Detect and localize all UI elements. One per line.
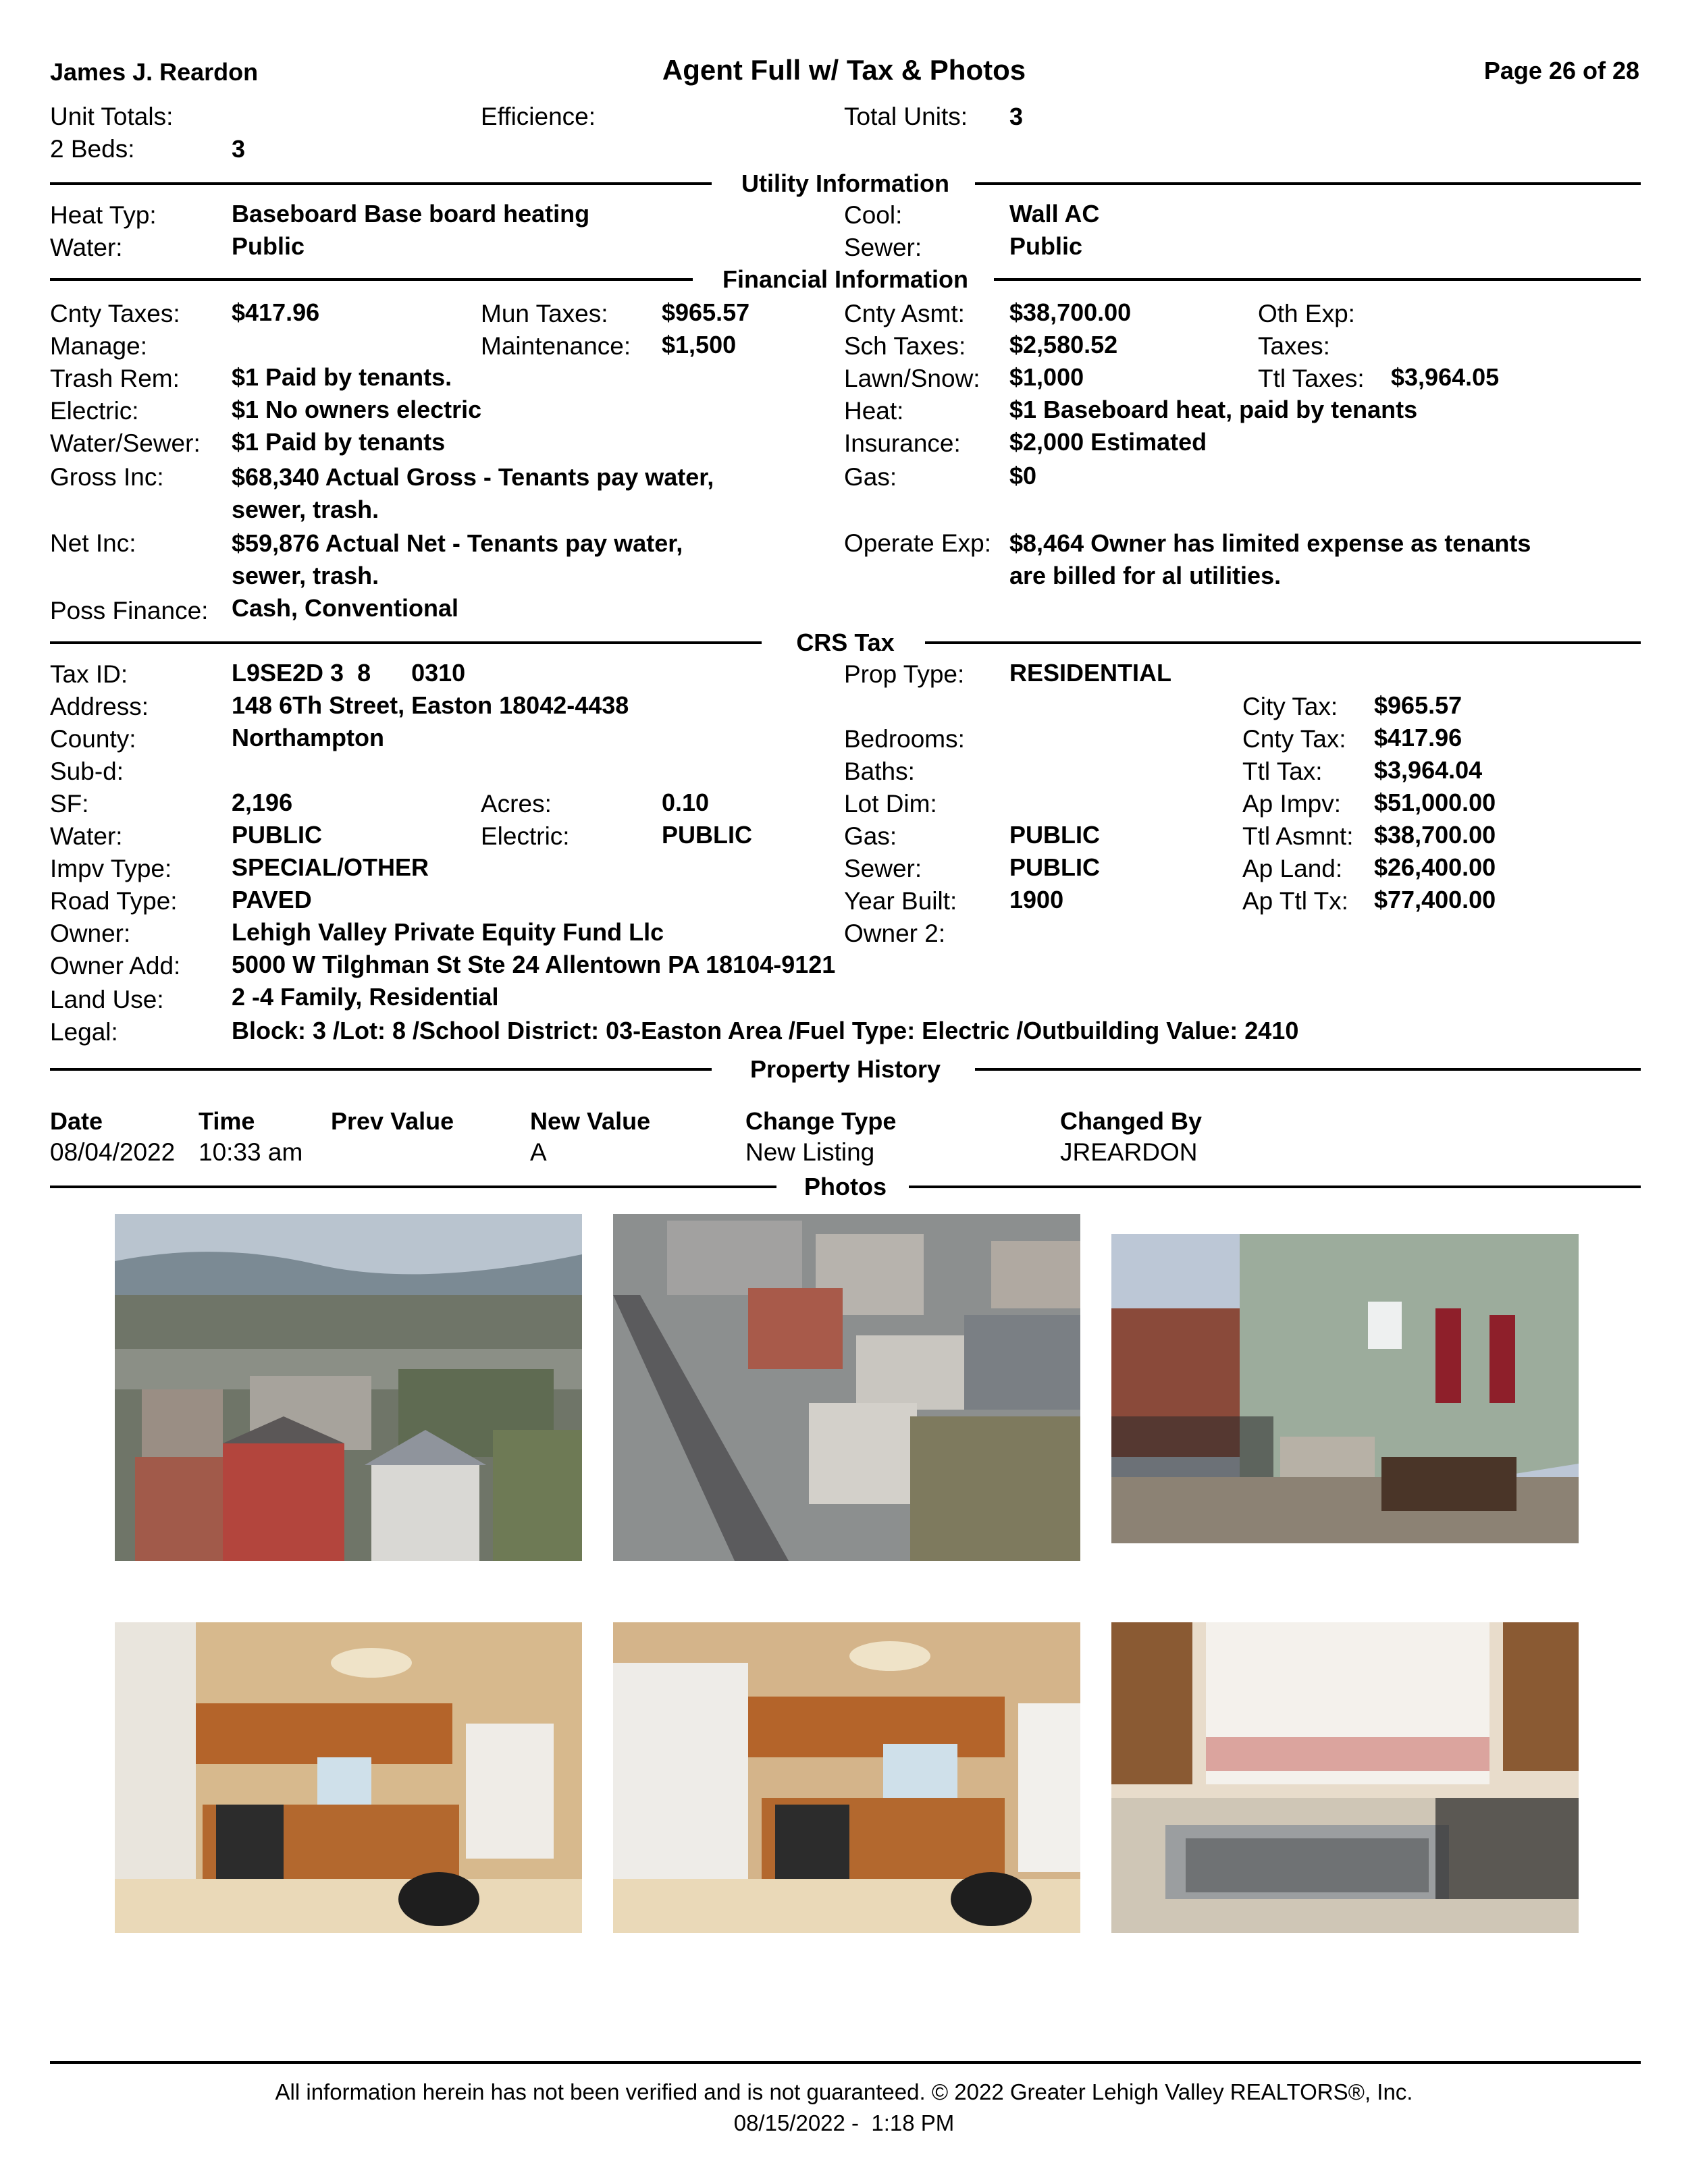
manage-label: Manage:	[50, 332, 147, 360]
ttl-tax-label: Ttl Tax:	[1242, 757, 1323, 785]
ttl-tax-value: $3,964.04	[1374, 756, 1483, 784]
ttl-asmt-label: Ttl Asmnt:	[1242, 822, 1354, 850]
kitchen-photo-2[interactable]	[613, 1622, 1080, 1933]
ap-impv-label: Ap Impv:	[1242, 790, 1341, 818]
acres-label: Acres:	[481, 790, 552, 818]
page-number: Page 26 of 28	[1483, 57, 1639, 84]
lawn-label: Lawn/Snow:	[844, 365, 980, 392]
history-col-new-value: New Value	[530, 1107, 651, 1135]
history-col-prev-value: Prev Value	[331, 1107, 454, 1135]
land-use-value: 2 -4 Family, Residential	[232, 983, 499, 1011]
cnty-taxes-value: $417.96	[232, 298, 320, 326]
history-col-date: Date	[50, 1107, 103, 1135]
crs-sewer-label: Sewer:	[844, 855, 922, 882]
trash-label: Trash Rem:	[50, 365, 180, 392]
water-label: Water:	[50, 234, 123, 261]
utility-section-header	[50, 169, 1641, 198]
mun-taxes-label: Mun Taxes:	[481, 300, 608, 327]
address-label: Address:	[50, 693, 149, 720]
road-type-label: Road Type:	[50, 887, 178, 915]
sch-taxes-label: Sch Taxes:	[844, 332, 966, 360]
owner-value: Lehigh Valley Private Equity Fund Llc	[232, 918, 664, 946]
footer-timestamp: 08/15/2022 - 1:18 PM	[733, 2110, 955, 2135]
acres-value: 0.10	[662, 789, 710, 816]
county-value: Northampton	[232, 724, 384, 751]
aerial-town-photo[interactable]	[115, 1214, 582, 1561]
owner2-label: Owner 2:	[844, 920, 946, 947]
county-label: County:	[50, 725, 136, 753]
history-section-title: Property History	[749, 1055, 941, 1083]
cnty-asmt-label: Cnty Asmt:	[844, 300, 965, 327]
crs-water-label: Water:	[50, 822, 123, 850]
fin-heat-value: $1 Baseboard heat, paid by tenants	[1009, 396, 1418, 423]
bedrooms-label: Bedrooms:	[844, 725, 965, 753]
history-new-value-cell: A	[530, 1138, 547, 1166]
water-sewer-label: Water/Sewer:	[50, 429, 201, 457]
year-built-value: 1900	[1009, 886, 1064, 913]
ap-impv-value: $51,000.00	[1374, 789, 1496, 816]
operate-exp-label: Operate Exp:	[844, 529, 992, 557]
insurance-value: $2,000 Estimated	[1009, 428, 1207, 456]
oth-exp-label: Oth Exp:	[1258, 300, 1355, 327]
report-title: Agent Full w/ Tax & Photos	[662, 54, 1026, 86]
crs-sewer-value: PUBLIC	[1009, 853, 1100, 881]
operate-exp-value-line2: are billed for al utilities.	[1009, 562, 1282, 589]
history-changed-by-cell: JREARDON	[1060, 1138, 1198, 1166]
cnty-tax-label: Cnty Tax:	[1242, 725, 1346, 753]
sf-value: 2,196	[232, 789, 293, 816]
fin-gas-value: $0	[1009, 462, 1037, 489]
total-units-label: Total Units:	[844, 103, 968, 130]
footer-divider	[50, 2061, 1641, 2064]
history-section-header	[50, 1055, 1641, 1084]
crs-section-header	[50, 628, 1641, 658]
fin-electric-value: $1 No owners electric	[232, 396, 482, 423]
cnty-asmt-value: $38,700.00	[1009, 298, 1132, 326]
fin-heat-label: Heat:	[844, 397, 904, 425]
owner-label: Owner:	[50, 920, 131, 947]
ap-land-value: $26,400.00	[1374, 853, 1496, 881]
maintenance-value: $1,500	[662, 331, 737, 358]
photos-section-header	[50, 1172, 1641, 1202]
water-value: Public	[232, 232, 305, 260]
water-sewer-value: $1 Paid by tenants	[232, 428, 446, 456]
total-units-value: 3	[1009, 103, 1024, 130]
sf-label: SF:	[50, 790, 89, 818]
two-beds-label: 2 Beds:	[50, 135, 135, 163]
cool-label: Cool:	[844, 201, 903, 229]
gross-inc-label: Gross Inc:	[50, 463, 164, 491]
gross-inc-value-line1: $68,340 Actual Gross - Tenants pay water,	[232, 463, 714, 491]
history-col-change-type: Change Type	[745, 1107, 897, 1135]
crs-water-value: PUBLIC	[232, 821, 322, 849]
crs-section-title: CRS Tax	[796, 629, 895, 656]
ap-ttl-tx-value: $77,400.00	[1374, 886, 1496, 913]
crs-gas-value: PUBLIC	[1009, 821, 1100, 849]
mun-taxes-value: $965.57	[662, 298, 750, 326]
net-inc-label: Net Inc:	[50, 529, 136, 557]
operate-exp-value-line1: $8,464 Owner has limited expense as tenants	[1009, 529, 1531, 557]
ap-ttl-tx-label: Ap Ttl Tx:	[1242, 887, 1348, 915]
cnty-tax-value: $417.96	[1374, 724, 1462, 751]
cnty-taxes-label: Cnty Taxes:	[50, 300, 180, 327]
unit-totals-label: Unit Totals:	[50, 103, 174, 130]
taxes-label: Taxes:	[1258, 332, 1330, 360]
lot-dim-label: Lot Dim:	[844, 790, 937, 818]
maintenance-label: Maintenance:	[481, 332, 631, 360]
heat-type-value: Baseboard Base board heating	[232, 200, 590, 228]
poss-finance-label: Poss Finance:	[50, 597, 209, 624]
efficience-label: Efficience:	[481, 103, 596, 130]
history-date-cell: 08/04/2022	[50, 1138, 176, 1166]
house-exterior-photo[interactable]	[1111, 1234, 1579, 1543]
crs-electric-value: PUBLIC	[662, 821, 752, 849]
kitchen-photo-1[interactable]	[115, 1622, 582, 1933]
agent-name: James J. Reardon	[50, 58, 259, 86]
subd-label: Sub-d:	[50, 757, 124, 785]
footer-disclaimer: All information herein has not been verified and is not guaranteed. © 2022 Greater Lehigh Valley REALTORS®, Inc.	[275, 2079, 1413, 2104]
fin-gas-label: Gas:	[844, 463, 897, 491]
net-inc-value-line1: $59,876 Actual Net - Tenants pay water,	[232, 529, 683, 557]
city-tax-label: City Tax:	[1242, 693, 1338, 720]
utility-section-title: Utility Information	[741, 169, 949, 197]
crs-electric-label: Electric:	[481, 822, 570, 850]
legal-value: Block: 3 /Lot: 8 /School District: 03-Easton Area /Fuel Type: Electric /Outbuilding Value: 2410	[232, 1017, 1299, 1044]
net-inc-value-line2: sewer, trash.	[232, 562, 379, 589]
trash-value: $1 Paid by tenants.	[232, 363, 452, 391]
history-col-time: Time	[199, 1107, 255, 1135]
prop-type-label: Prop Type:	[844, 660, 965, 688]
ap-land-label: Ap Land:	[1242, 855, 1343, 882]
road-type-value: PAVED	[232, 886, 312, 913]
financial-section-title: Financial Information	[722, 265, 969, 293]
ttl-asmt-value: $38,700.00	[1374, 821, 1496, 849]
sch-taxes-value: $2,580.52	[1009, 331, 1118, 358]
sewer-value: Public	[1009, 232, 1083, 260]
address-value: 148 6Th Street, Easton 18042-4438	[232, 691, 629, 719]
owner-add-label: Owner Add:	[50, 952, 181, 980]
crs-gas-label: Gas:	[844, 822, 897, 850]
fin-electric-label: Electric:	[50, 397, 139, 425]
two-beds-value: 3	[232, 135, 246, 163]
tax-id-value: L9SE2D 3 8 0310	[232, 659, 466, 687]
financial-section-header	[50, 265, 1641, 294]
baths-label: Baths:	[844, 757, 915, 785]
insurance-label: Insurance:	[844, 429, 961, 457]
aerial-street-photo[interactable]	[613, 1214, 1080, 1561]
kitchen-sink-photo[interactable]	[1111, 1622, 1579, 1933]
poss-finance-value: Cash, Conventional	[232, 594, 459, 622]
city-tax-value: $965.57	[1374, 691, 1462, 719]
history-col-changed-by: Changed By	[1060, 1107, 1203, 1135]
gross-inc-value-line2: sewer, trash.	[232, 496, 379, 523]
prop-type-value: RESIDENTIAL	[1009, 659, 1172, 687]
legal-label: Legal:	[50, 1018, 118, 1046]
impv-type-value: SPECIAL/OTHER	[232, 853, 429, 881]
owner-add-value: 5000 W Tilghman St Ste 24 Allentown PA 18104-9121	[232, 951, 836, 978]
photos-section-title: Photos	[804, 1173, 887, 1200]
heat-type-label: Heat Typ:	[50, 201, 157, 229]
ttl-taxes-label: Ttl Taxes:	[1258, 365, 1365, 392]
land-use-label: Land Use:	[50, 986, 164, 1013]
impv-type-label: Impv Type:	[50, 855, 172, 882]
year-built-label: Year Built:	[844, 887, 957, 915]
sewer-label: Sewer:	[844, 234, 922, 261]
tax-id-label: Tax ID:	[50, 660, 128, 688]
history-time-cell: 10:33 am	[199, 1138, 303, 1166]
lawn-value: $1,000	[1009, 363, 1084, 391]
cool-value: Wall AC	[1009, 200, 1100, 228]
ttl-taxes-value: $3,964.05	[1391, 363, 1500, 391]
history-change-type-cell: New Listing	[745, 1138, 875, 1166]
